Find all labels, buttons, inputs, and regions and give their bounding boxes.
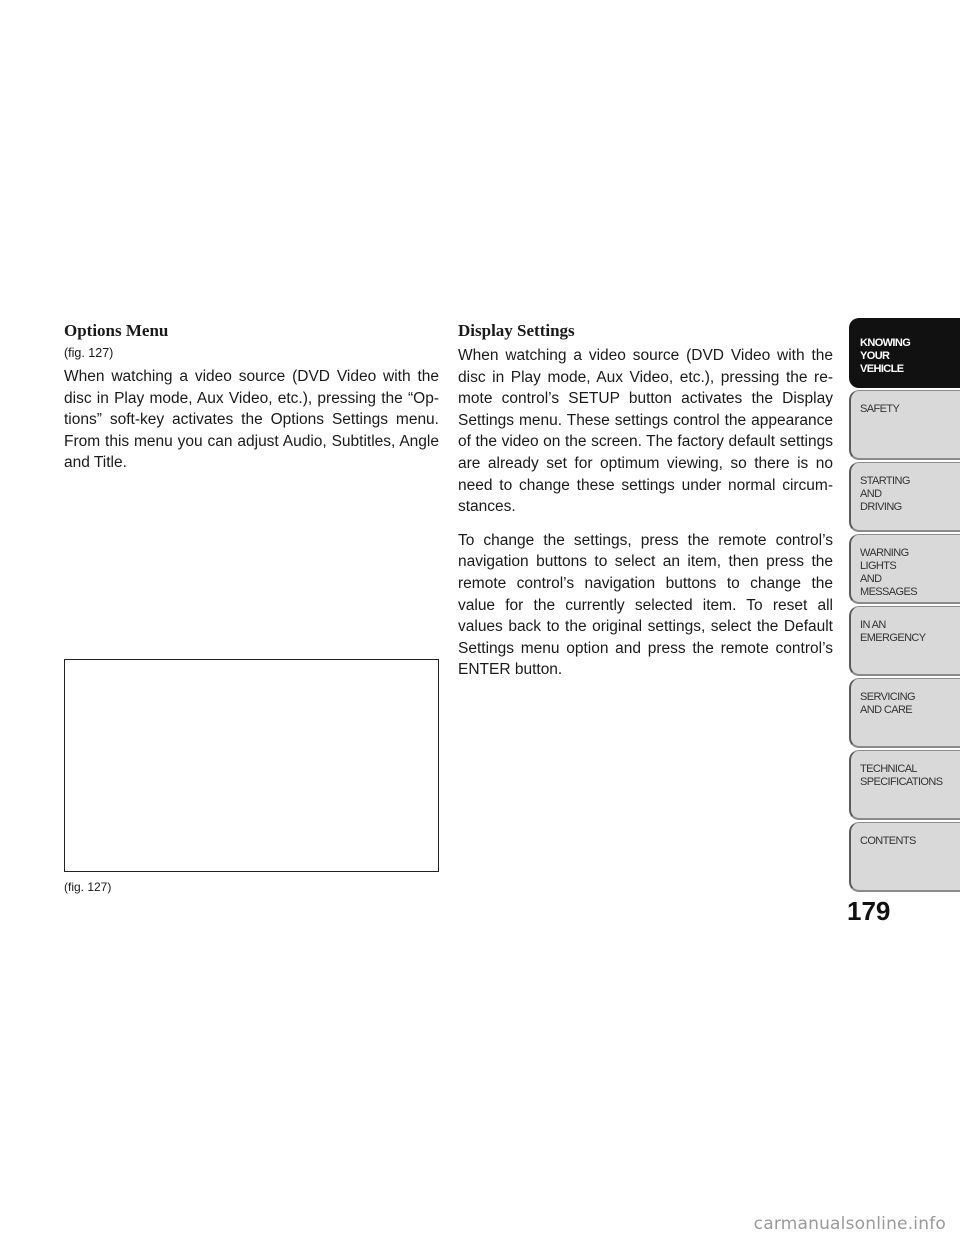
chapter-tab-servicing[interactable]: SERVICING AND CARE [849, 678, 960, 748]
chapter-tab-contents[interactable]: CONTENTS [849, 822, 960, 892]
paragraph: When watching a video source (DVD Video with the disc in Play mode, Aux Video, etc.), pressing the re-mote control’s SETUP button activates the Display Settings menu. These settings control the appearance of the video on the screen. The factory default settings are already set for optimum viewing, so there is no need to change these settings under normal circum-stances. [458, 347, 833, 516]
chapter-tab-knowing-your-vehicle[interactable]: KNOWING YOUR VEHICLE [849, 318, 960, 388]
left-column [64, 320, 439, 486]
chapter-tabs [849, 318, 960, 894]
watermark: carmanualsonline.info [753, 1214, 946, 1234]
chapter-tab-starting-and-driving[interactable]: STARTING AND DRIVING [849, 462, 960, 532]
page-number: 179 [847, 896, 891, 926]
figure-reference: (fig. 127) [64, 346, 114, 360]
chapter-tab-technical-specifications[interactable]: TECHNICAL SPECIFICATIONS [849, 750, 960, 820]
figure-placeholder [64, 659, 439, 872]
section-heading-display-settings: Display Settings [458, 321, 575, 340]
chapter-tab-safety[interactable]: SAFETY [849, 390, 960, 460]
chapter-tab-warning-lights[interactable]: WARNING LIGHTS AND MESSAGES [849, 534, 960, 604]
section-heading-options-menu: Options Menu [64, 321, 169, 340]
paragraph: When watching a video source (DVD Video with the disc in Play mode, Aux Video, etc.), pressing the “Op-tions” soft-key activates the Options Settings menu. From this menu you can adjust Audio, Subtitles, Angle and Title. [64, 368, 439, 472]
chapter-tab-emergency[interactable]: IN AN EMERGENCY [849, 606, 960, 676]
paragraph: To change the settings, press the remote control’s navigation buttons to select an item, then press the remote control’s navigation buttons to change the value for the currently selected item. To reset all values back to the original settings, select the Default Settings menu option and press the remote control’s ENTER button. [458, 531, 833, 679]
right-column [458, 320, 833, 693]
figure-caption: (fig. 127) [64, 880, 112, 894]
